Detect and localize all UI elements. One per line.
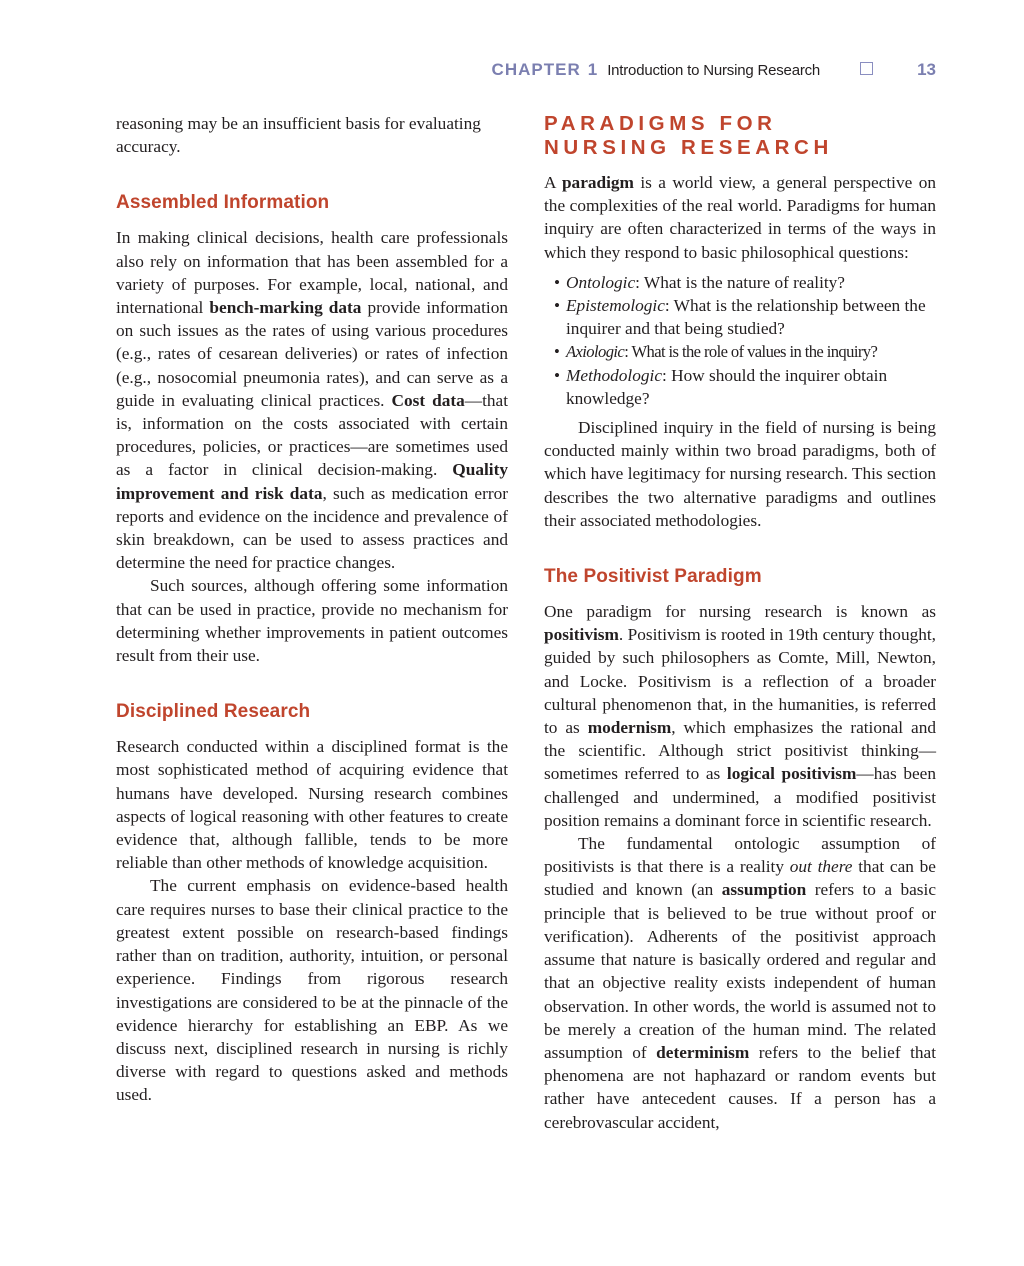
- disciplined-paragraph-2: The current emphasis on evidence-based health care requires nurses to base their clinical practice to the greatest extent possible on research-based findings rather than on tradition, authority, intuition, or personal experience. Findings from rigorous research investigations are considered to be at the pinnacle of the evidence hierarchy for establishing an EBP. As we discuss next, disciplined research in nursing is richly diverse with regard to questions asked and methods used.: [116, 876, 508, 1105]
- term-assumption: assumption: [721, 880, 807, 900]
- separator-square-icon: [860, 62, 873, 75]
- assembled-paragraph-2: Such sources, although offering some information that can be used in practice, provide no mechanism for determining whether improvements in patient outcomes result from their use.: [116, 576, 508, 666]
- term-logical-positivism: logical positivism: [726, 764, 857, 784]
- philosophical-questions-list: [544, 271, 936, 410]
- list-item: • Methodologic: How should the inquirer obtain knowledge?: [554, 365, 888, 408]
- right-column: [544, 112, 936, 1134]
- chapter-label: CHAPTER: [491, 60, 581, 79]
- bullet-icon: •: [554, 296, 561, 316]
- term-positivism: positivism: [544, 625, 619, 645]
- intro-paragraph: reasoning may be an insufficient basis for evaluating accuracy.: [116, 114, 481, 157]
- section-heading-assembled-information: Assembled Information: [116, 192, 330, 214]
- page-number: 13: [917, 60, 936, 79]
- term-paradigm: paradigm: [561, 173, 634, 192]
- bullet-icon: •: [554, 365, 561, 385]
- term-cost-data: Cost data: [391, 390, 465, 410]
- section-heading-paradigms: PARADIGMS FOR NURSING RESEARCH: [544, 112, 833, 159]
- running-header: [0, 60, 936, 86]
- term-out-there: out there: [789, 857, 853, 877]
- positivist-paragraph-2: The fundamental ontologic assumption of positivists is that there is a reality out there that can be studied and known (an assumption refers to a basic principle that is believed to be true without proof or verification). Adherents of the positivist approach assume that nature is basically ordered and regular and that an objective reality exists independent of human observation. In other words, the world is assumed not to be merely a creation of the human mind. The related assumption of determinism refers to the belief that phenomena are not haphazard or random events but rather have antecedent causes. If a person has a cerebrovascular accident,: [544, 834, 937, 1132]
- section-heading-disciplined-research: Disciplined Research: [116, 701, 311, 723]
- chapter-title: Introduction to Nursing Research: [607, 62, 821, 79]
- bullet-icon: •: [554, 342, 560, 362]
- term-determinism: determinism: [656, 1042, 750, 1062]
- term-modernism: modernism: [587, 718, 672, 738]
- assembled-paragraph-1: In making clinical decisions, health care professionals also rely on information that has been assembled for a variety of purposes. For example, local, national, and international bench-marking data provide information on such issues as the rates of using various procedures (e.g., rates of cesarean deliveries) or rates of infection (e.g., nosocomial pneumonia rates), and can serve as a guide in evaluating clinical practices. Cost data—that is, information on the costs associated with certain procedures, policies, or practices—are sometimes used as a factor in clinical decision-making. Quality improvement and risk data, such as medication error reports and evidence on the incidence and prevalence of skin breakdown, can be used to assess practices and determine the need for practice changes.: [116, 228, 509, 573]
- disciplined-paragraph-1: Research conducted within a disciplined format is the most sophisticated method of acquiring evidence that humans have developed. Nursing research combines aspects of logical reasoning with other features to create evidence that, although fallible, tends to be more reliable than other methods of knowledge acquisition.: [116, 737, 508, 873]
- positivist-paragraph-1: One paradigm for nursing research is known as positivism. Positivism is rooted in 19th century thought, guided by such philosophers as Comte, Mill, Newton, and Locke. Positivism is a reflection of a broader cultural phenomenon that, in the humanities, is referred to as modernism, which emphasizes the rational and the scientific. Although strict positivist thinking—sometimes referred to as logical positivism—has been challenged and undermined, a modified positivist position remains a dominant force in scientific research.: [544, 602, 936, 830]
- list-item: • Ontologic: What is the nature of reality?: [554, 271, 936, 294]
- list-item: • Epistemologic: What is the relationship between the inquirer and that being studied?: [554, 296, 926, 339]
- bullet-icon: •: [554, 272, 561, 292]
- section-heading-positivist-paradigm: The Positivist Paradigm: [544, 566, 762, 588]
- paradigms-paragraph-1: A paradigm is a world view, a general perspective on the complexities of the real world. Paradigms for human inquiry are often characterized in terms of the ways in which they respond to basic philosophical questions:: [544, 173, 936, 262]
- term-quality-improvement-risk-data: Quality improvement and risk data: [116, 460, 508, 503]
- paradigms-paragraph-2: Disciplined inquiry in the field of nursing is being conducted mainly within two broad paradigms, both of which have legitimacy for nursing research. This section describes the two alternative paradigms and outlines their associated methodologies.: [544, 418, 936, 530]
- left-column: [116, 112, 508, 1107]
- list-item: • Axiologic: What is the role of values in the inquiry?: [554, 340, 936, 363]
- term-bench-marking-data: bench-marking data: [209, 298, 362, 318]
- chapter-number: 1: [587, 60, 598, 79]
